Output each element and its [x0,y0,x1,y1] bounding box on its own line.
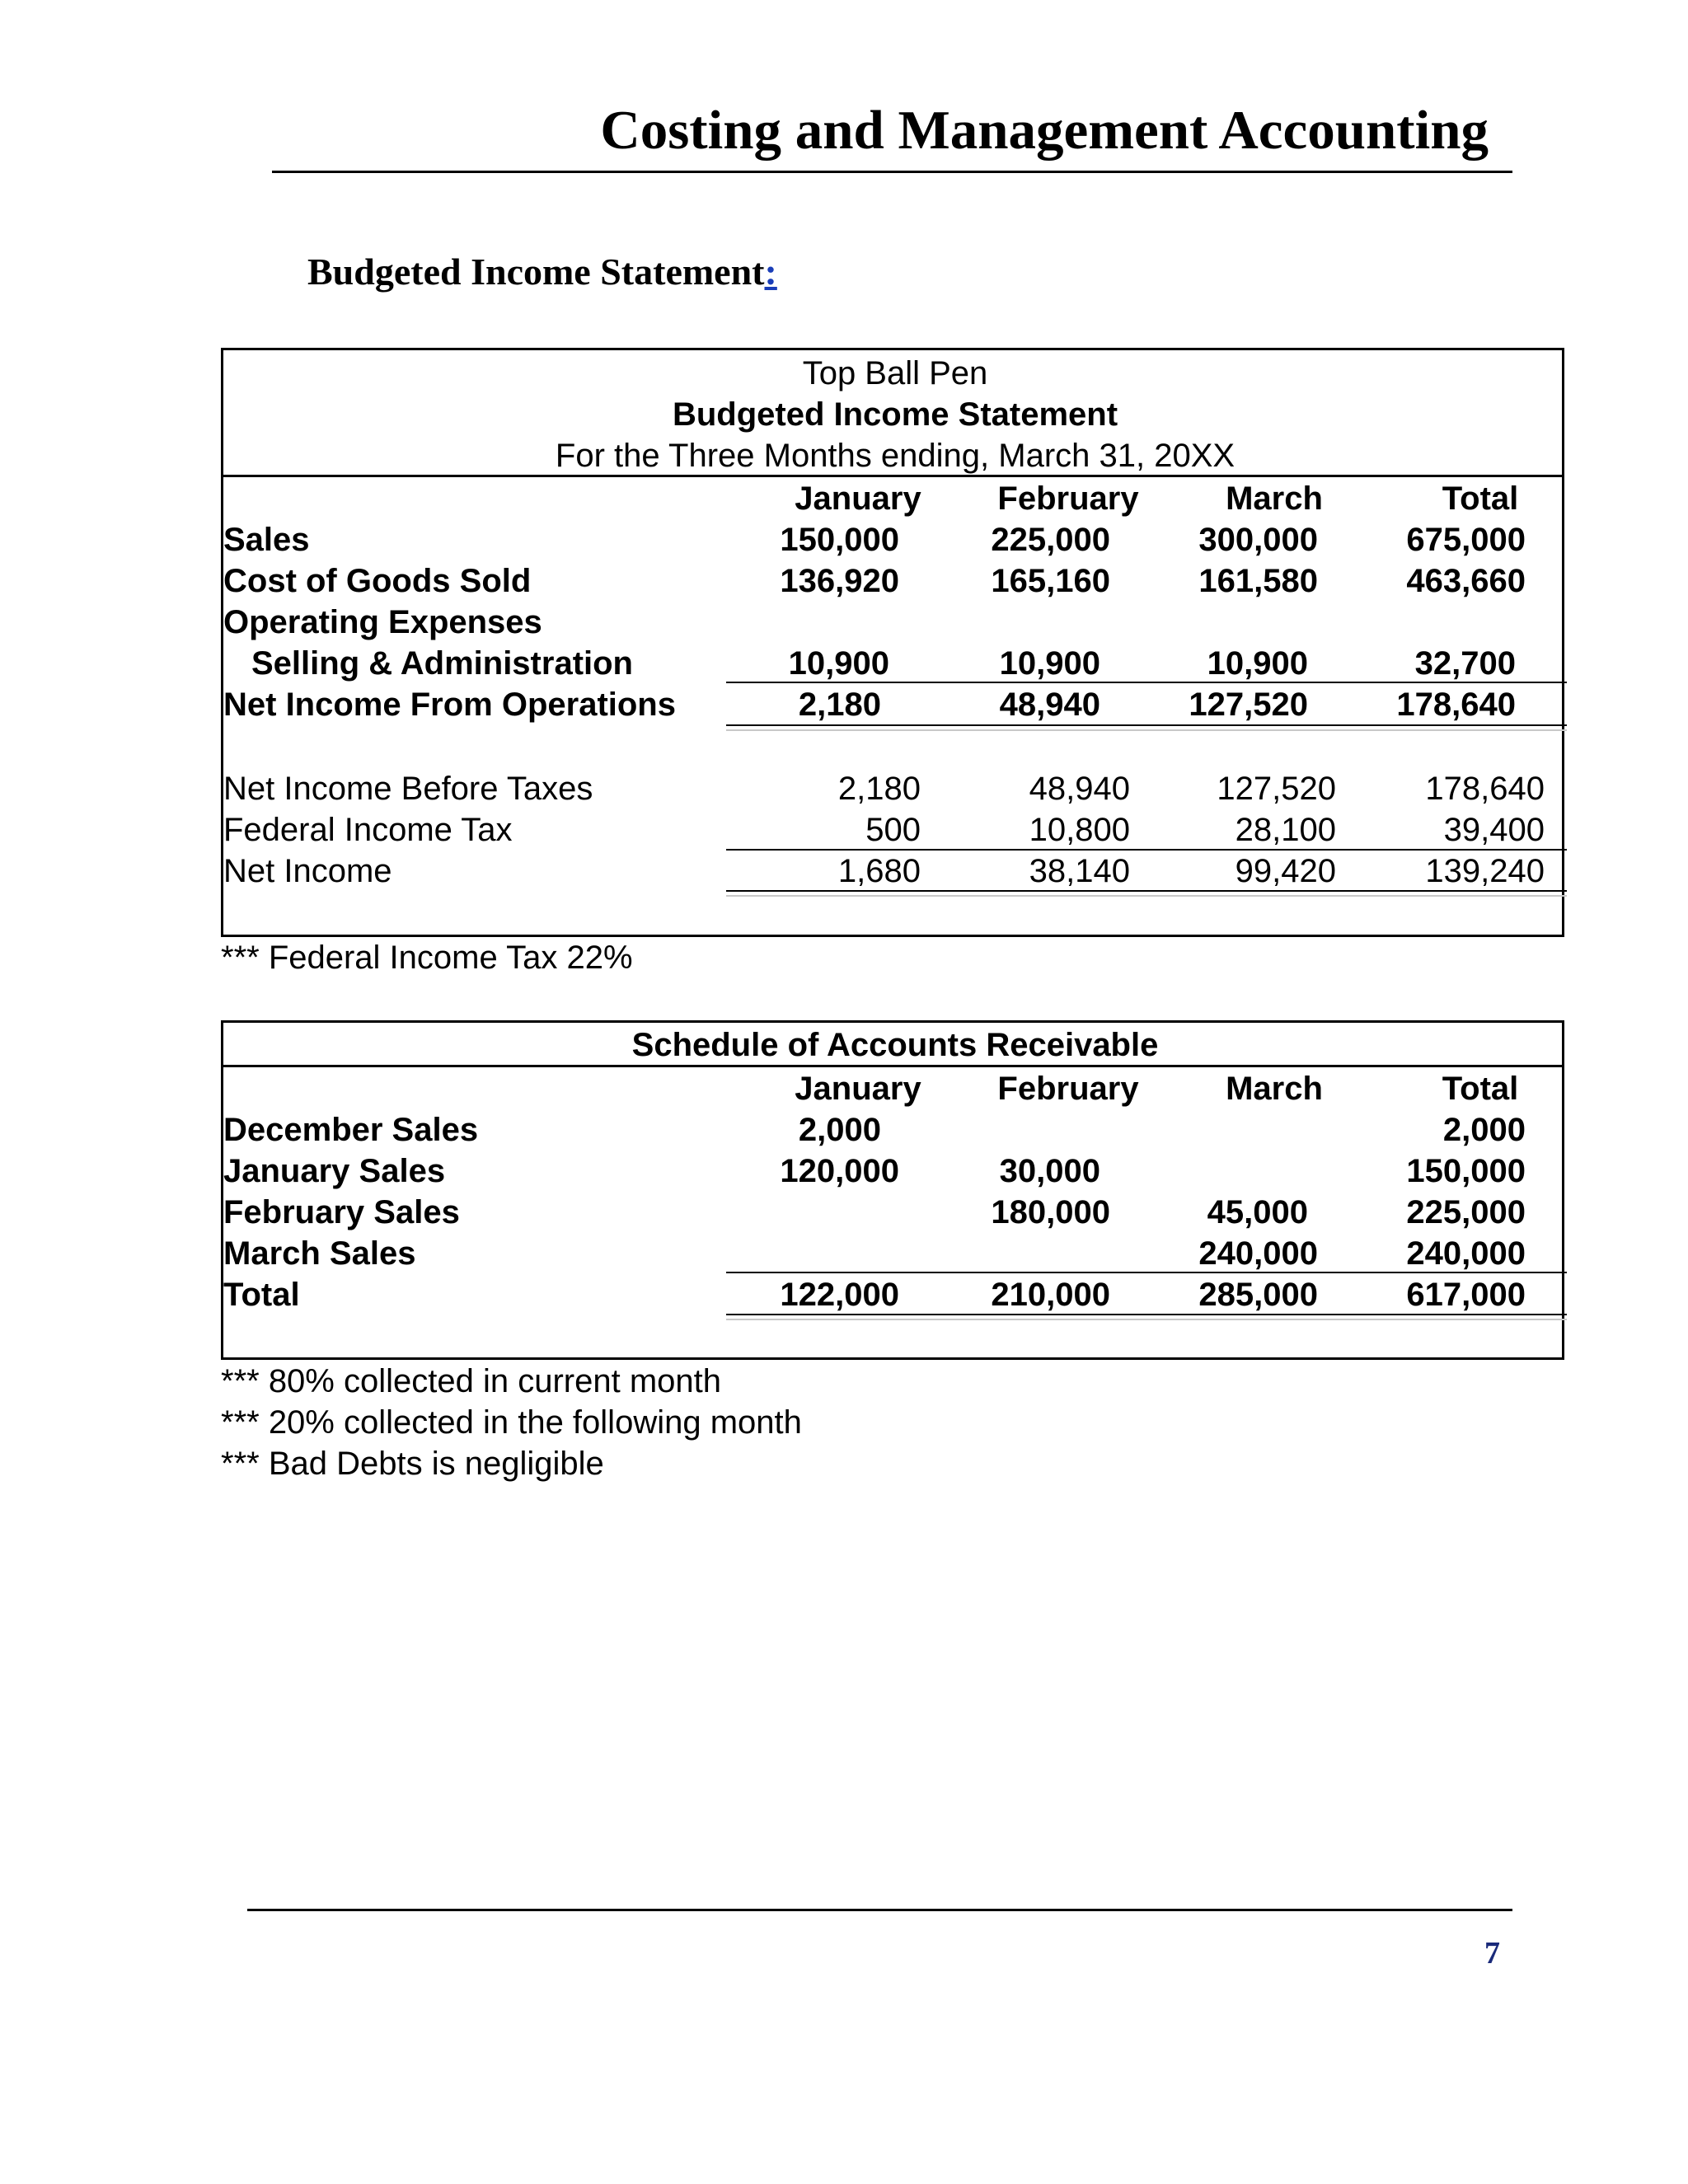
cell: 1,680 [837,853,921,889]
cell: 180,000 [991,1194,1110,1230]
cell: 2,000 [1442,1112,1526,1148]
row-label-net-income-operations: Net Income From Operations [223,687,676,723]
cell: 225,000 [991,522,1110,558]
row-label-selling-admin: Selling & Administration [251,645,633,682]
total-double-line [726,729,1567,731]
cell: 150,000 [1406,1153,1526,1189]
cell: 38,140 [1029,853,1130,889]
cell: 463,660 [1406,563,1526,599]
cell: 10,900 [788,645,889,682]
statement-period: For the Three Months ending, March 31, 20XX [555,438,1236,474]
receivables-table [221,1020,1564,1360]
cell: 240,000 [1198,1235,1318,1272]
row-label-december-sales: December Sales [223,1112,479,1148]
collection-note: *** 20% collected in the following month [221,1404,802,1441]
footer-divider [247,1909,1512,1911]
cell: 99,420 [1235,853,1336,889]
receivables-title: Schedule of Accounts Receivable [631,1027,1159,1063]
total-line [726,724,1567,726]
section-heading [307,247,789,297]
net-income-line [726,890,1567,892]
cell: 39,400 [1443,812,1545,848]
title-divider [223,475,1562,477]
cell: 48,940 [999,687,1100,723]
cell: 30,000 [999,1153,1100,1189]
row-label-operating-expenses: Operating Expenses [223,604,542,640]
col-header-total: Total [1442,480,1519,517]
collection-note: *** 80% collected in current month [221,1363,721,1399]
cell: 165,160 [991,563,1110,599]
cell: 45,000 [1207,1194,1308,1230]
row-label-net-income-before-taxes: Net Income Before Taxes [223,771,593,807]
cell: 32,700 [1414,645,1516,682]
col-header-january: January [795,1071,921,1107]
cell: 10,900 [999,645,1100,682]
cell: 2,000 [798,1112,881,1148]
income-statement-table [221,348,1564,937]
tax-note: *** Federal Income Tax 22% [221,940,633,976]
cell: 150,000 [780,522,899,558]
page-number: 7 [1484,1936,1500,1971]
cell: 225,000 [1406,1194,1526,1230]
row-label-january-sales: January Sales [223,1153,446,1189]
cell: 617,000 [1406,1277,1526,1313]
col-header-february: February [997,480,1139,517]
row-label-net-income: Net Income [223,853,392,889]
row-label-total: Total [223,1277,300,1313]
header-divider [272,171,1512,173]
subtotal-line [726,682,1567,683]
cell: 28,100 [1235,812,1336,848]
cell: 127,520 [1189,687,1308,723]
row-label-february-sales: February Sales [223,1194,460,1230]
collection-note: *** Bad Debts is negligible [221,1446,604,1482]
row-label-sales: Sales [223,522,310,558]
cell: 161,580 [1198,563,1318,599]
cell: 2,180 [837,771,921,807]
page-header-title: Costing and Management Accounting [600,100,1489,161]
col-header-march: March [1226,480,1323,517]
col-header-january: January [795,480,921,517]
company-name: Top Ball Pen [802,355,988,391]
cell: 10,900 [1207,645,1308,682]
cell: 500 [865,812,921,848]
cell: 120,000 [780,1153,899,1189]
section-heading-colon: : [764,251,777,293]
row-label-federal-income-tax: Federal Income Tax [223,812,513,848]
cell: 178,640 [1425,771,1545,807]
receivables-title-divider [223,1065,1562,1067]
receivables-total-double-line [726,1319,1567,1320]
cell: 675,000 [1406,522,1526,558]
net-income-double-line [726,895,1567,897]
statement-title: Budgeted Income Statement [672,396,1118,433]
col-header-february: February [997,1071,1139,1107]
cell: 122,000 [780,1277,899,1313]
row-label-cogs: Cost of Goods Sold [223,563,532,599]
cell: 178,640 [1396,687,1516,723]
receivables-subtotal-line [726,1272,1567,1273]
cell: 139,240 [1425,853,1545,889]
col-header-total: Total [1442,1071,1519,1107]
section-heading-text: Budgeted Income Statement [307,251,765,293]
receivables-total-line [726,1314,1567,1315]
cell: 48,940 [1029,771,1130,807]
cell: 10,800 [1029,812,1130,848]
row-label-march-sales: March Sales [223,1235,416,1272]
cell: 2,180 [798,687,881,723]
cell: 300,000 [1198,522,1318,558]
cell: 285,000 [1198,1277,1318,1313]
cell: 136,920 [780,563,899,599]
cell: 210,000 [991,1277,1110,1313]
col-header-march: March [1226,1071,1323,1107]
cell: 127,520 [1217,771,1336,807]
cell: 240,000 [1406,1235,1526,1272]
